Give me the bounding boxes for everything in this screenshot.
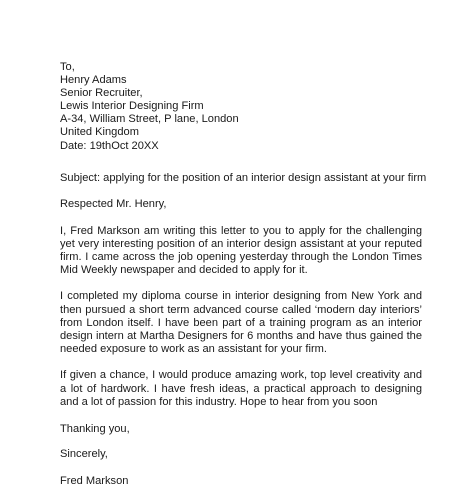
recipient-street: A-34, William Street, P lane, London xyxy=(60,113,239,126)
recipient-company: Lewis Interior Designing Firm xyxy=(60,100,204,113)
recipient-address-block xyxy=(60,61,422,153)
letter-date: Date: 19thOct 20XX xyxy=(60,139,159,152)
recipient-title: Senior Recruiter, xyxy=(60,87,143,100)
recipient-country: United Kingdom xyxy=(60,126,139,139)
letter-subject: Subject: applying for the position of an interior design assistant at your firm xyxy=(60,171,427,184)
closing-thanks: Thanking you, xyxy=(60,423,130,436)
body-paragraph-closing: If given a chance, I would produce amazing work, top level creativity and a lot of hardwork. I have fresh ideas, a practical approach to designing and a lot of passion for this industry. Hope to hear from you soon xyxy=(60,369,422,408)
closing-sign-off: Sincerely, xyxy=(60,448,108,461)
cover-letter xyxy=(60,61,427,488)
recipient-name: Henry Adams xyxy=(60,74,127,87)
address-to: To, xyxy=(60,61,75,73)
body-paragraph-intro: I, Fred Markson am writing this letter to you to apply for the challenging yet very interesting position of an interior design assistant at your reputed firm. I came across the job opening yesterday through the London Times Mid Weekly newspaper and decided to apply for it. xyxy=(60,224,422,277)
signature-name: Fred Markson xyxy=(60,475,129,488)
letter-salutation: Respected Mr. Henry, xyxy=(60,197,167,210)
body-paragraph-qualifications: I completed my diploma course in interior designing from New York and then pursued a short term advanced course called ‘modern day interiors’ from London itself. I have been part of a training program as an interior design intern at Martha Designers for 6 months and have thus gained the needed exposure to work as an assistant for your firm. xyxy=(60,290,422,356)
